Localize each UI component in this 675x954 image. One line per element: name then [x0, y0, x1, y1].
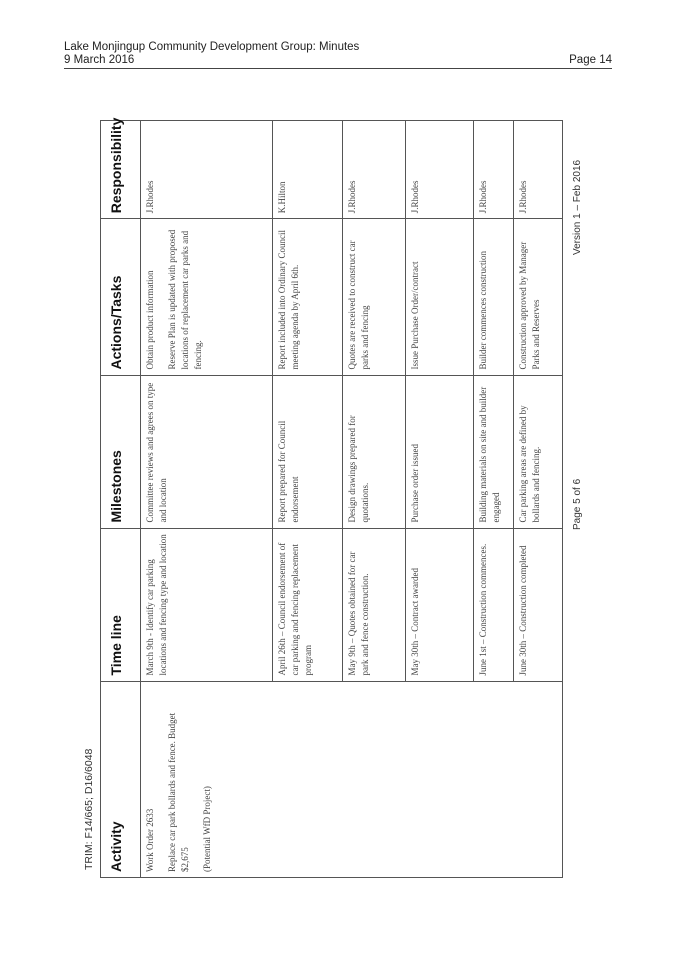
milestone-cell: Committee reviews and agrees on type and location: [141, 375, 273, 528]
milestone-cell: Design drawings prepared for quotations.: [343, 375, 406, 528]
column-header-timeline: Time line: [101, 528, 141, 681]
actions-cell: Builder commences construction: [474, 219, 514, 375]
timeline-cell: May 9th – Quotes obtained for car park and fence construction.: [343, 528, 406, 681]
timeline-cell: March 9th - Identify car parking locations and fencing type and location: [141, 528, 273, 681]
column-header-activity: Activity: [101, 681, 141, 877]
table-header-row: [101, 121, 141, 878]
document-title: Lake Monjingup Community Development Group: Minutes: [64, 41, 360, 53]
actions-cell: Quotes are received to construct car parks and fencing: [343, 219, 406, 375]
action-text: Obtain product information: [145, 270, 155, 370]
rotated-page-content: [80, 90, 600, 880]
responsibility-cell: K.Hilton: [273, 121, 343, 219]
work-order: Work Order 2633: [145, 808, 155, 872]
action-text: Reserve Plan is updated with proposed locations of replacement car parks and fencing.: [167, 229, 203, 370]
actions-cell: Construction approved by Manager Parks and Reserves: [514, 219, 563, 375]
activity-description: Replace car park bollards and fence. Budget $2,675: [167, 712, 190, 872]
responsibility-cell: J.Rhodes: [141, 121, 273, 219]
responsibility-cell: J.Rhodes: [474, 121, 514, 219]
page-header: [64, 41, 612, 67]
responsibility-cell: J.Rhodes: [406, 121, 474, 219]
trim-reference: TRIM: F14/665; D16/6048: [83, 748, 95, 870]
milestone-cell: Car parking areas are defined by bollards and fencing.: [514, 375, 563, 528]
actions-cell: Issue Purchase Order/contract: [406, 219, 474, 375]
activity-cell: [141, 681, 563, 877]
column-header-actions: Actions/Tasks: [101, 219, 141, 375]
header-divider: [64, 68, 612, 69]
action-plan-table: [100, 117, 563, 878]
responsibility-cell: J.Rhodes: [514, 121, 563, 219]
actions-cell: Report included into Ordinary Council meeting agenda by April 6th.: [273, 219, 343, 375]
actions-cell: [141, 219, 273, 375]
timeline-cell: June 1st – Construction commences.: [474, 528, 514, 681]
milestone-cell: Building materials on site and builder engaged: [474, 375, 514, 528]
meeting-date: 9 March 2016: [64, 54, 135, 66]
column-header-milestones: Milestones: [101, 375, 141, 528]
page-number: Page 14: [569, 54, 612, 66]
table-row: [141, 121, 273, 878]
timeline-cell: April 26th – Council endorsement of car parking and fencing replacement program: [273, 528, 343, 681]
inner-page-number: Page 5 of 6: [572, 478, 583, 530]
version-label: Version 1 – Feb 2016: [572, 159, 583, 255]
column-header-responsibility: Responsibility: [101, 121, 141, 219]
timeline-cell: June 30th – Construction completed: [514, 528, 563, 681]
milestone-cell: Report prepared for Council endorsement: [273, 375, 343, 528]
milestone-cell: Purchase order issued: [406, 375, 474, 528]
project-note: (Potential WfD Project): [202, 786, 212, 872]
timeline-cell: May 30th – Contract awarded: [406, 528, 474, 681]
responsibility-cell: J.Rhodes: [343, 121, 406, 219]
